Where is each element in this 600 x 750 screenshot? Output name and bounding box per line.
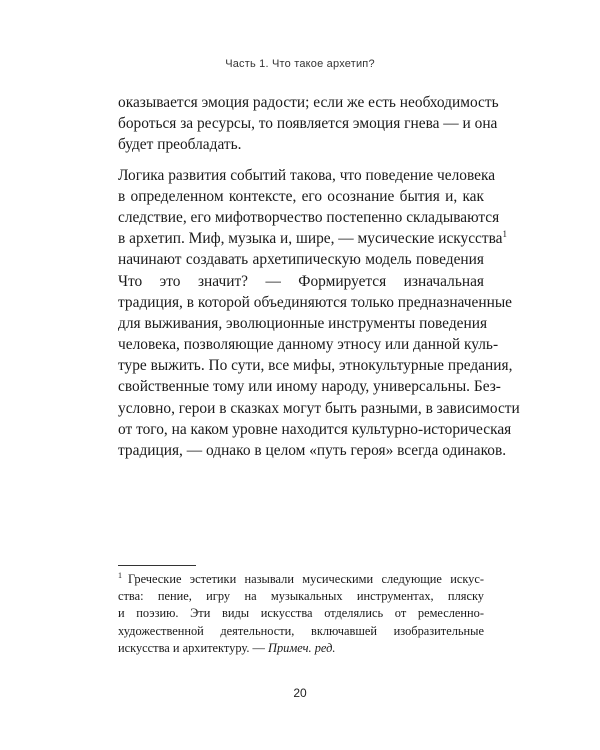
text-line: от того, на каком уровне находится культурно-историческая [118, 420, 512, 438]
text-line: туре выжить. По сути, все мифы, этнокультурные предания, [118, 357, 513, 375]
text-segment: в архетип. Миф, музыка и, шире, — мусические искусства [118, 230, 503, 248]
footnote-line: ства: пение, игру на музыкальных инструментах, пляску [118, 589, 484, 604]
footnote-line: художественной деятельности, включавшей изобразительные [118, 623, 484, 638]
text-line: традиция, в которой объединяются только предназначенные [118, 293, 512, 311]
page-number: 20 [293, 686, 307, 700]
text-line: традиция, — однако в целом «путь героя» всегда одинаков. [118, 442, 507, 459]
text-line: для выживания, эволюционные инструменты поведения [118, 314, 488, 332]
text-line: человека, позволяющие данному этносу или данной куль- [118, 336, 499, 354]
footnote [118, 571, 484, 657]
footnote-divider [118, 565, 196, 566]
text-line: начинают создавать архетипическую модель поведения [118, 251, 484, 269]
text-line: Что это значит? — Формируется изначальная [118, 272, 484, 290]
footnote-text: искусства и архитектуру. — [118, 640, 265, 655]
running-header: Часть 1. Что такое архетип? [225, 58, 375, 70]
paragraph-1 [118, 92, 499, 156]
text-line: оказывается эмоция радости; если же есть необходимость [118, 94, 499, 111]
text-line: условно, герои в сказках могут быть разными, в зависимости [118, 399, 520, 417]
text-line: бороться за ресурсы, то появляется эмоция гнева — и она [118, 115, 498, 133]
text-line: в определенном контексте, его осознание бытия и, как [118, 187, 484, 205]
text-line-with-footnote [118, 228, 508, 249]
text-line: Логика развития событий такова, что поведение человека [118, 166, 496, 184]
footnote-text: Греческие эстетики называли мусическими следующие искус- [128, 572, 484, 586]
text-line: следствие, его мифотворчество постепенно складываются [118, 208, 500, 226]
footnote-number: 1 [118, 570, 122, 580]
footnote-reference[interactable]: 1 [502, 229, 508, 239]
editor-note: Примеч. ред. [268, 640, 336, 655]
main-text [118, 92, 520, 461]
footnote-line: и поэзию. Эти виды искусства отделялись от ремесленно- [118, 606, 484, 621]
text-line: будет преобладать. [118, 136, 242, 154]
footnote-line [118, 571, 484, 588]
text-line: свойственные тому или иному народу, универсальны. Без- [118, 378, 501, 396]
paragraph-2 [118, 165, 520, 462]
footnote-line [118, 640, 484, 657]
